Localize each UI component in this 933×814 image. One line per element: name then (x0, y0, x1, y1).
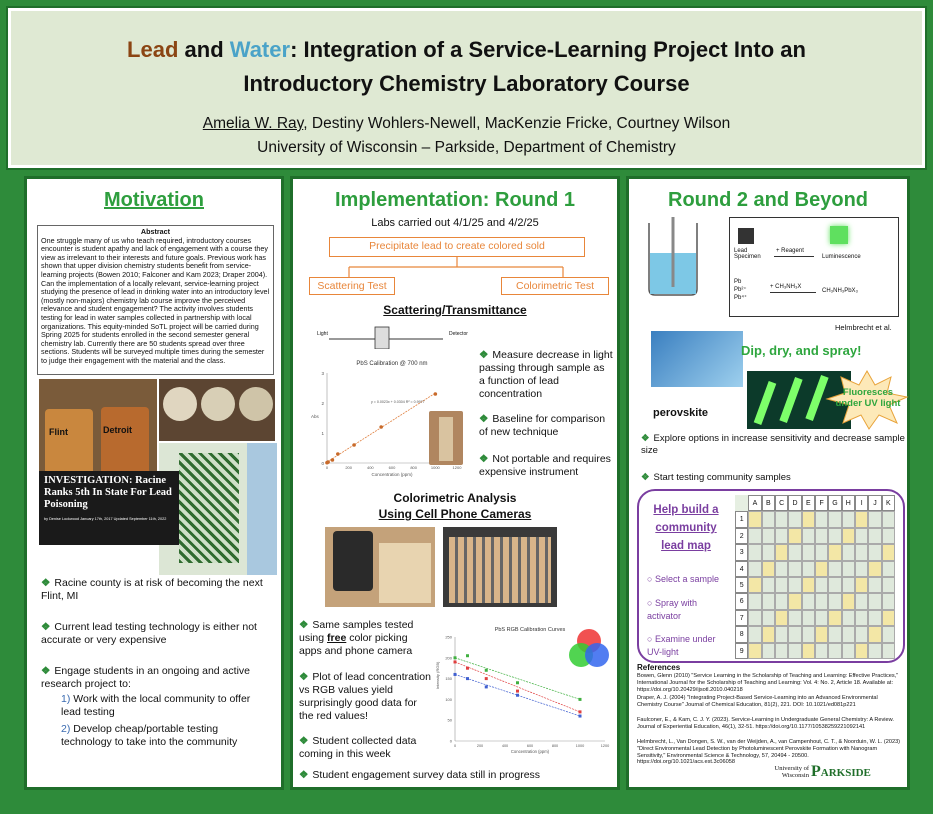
grid-cell[interactable] (828, 577, 841, 593)
sub-2-num: 2) (61, 723, 71, 735)
reference-4: Helmbrecht, L., Van Dongen, S. W., van der Weijden, A., van Campenhout, C. T., & Noorduin, W. L. (2023) "Direct Environmental Lead Detection by Photoluminescent Perovskite Formation with Nanogram Sensitivity," Environmental Science & Technology, 57, 20494 - 20500. https://doi.org/10.1021/acs.est.3c06058 (637, 739, 901, 766)
arrow-1 (774, 256, 814, 257)
chart2-ylabel: Intensity (RGB) (435, 661, 440, 689)
grid-cell[interactable] (842, 528, 855, 544)
chart2-trendline-red (455, 662, 580, 712)
grid-cell[interactable] (762, 528, 775, 544)
map-step-2: ○ Spray with activator (647, 598, 697, 621)
grid-cell[interactable] (815, 593, 828, 609)
chart1-xlabel: Concentration (ppm) (371, 472, 413, 477)
map-step-3-text: Examine under UV-light (647, 634, 716, 657)
grid-cell[interactable] (842, 561, 855, 577)
grid-cell[interactable] (788, 643, 801, 659)
color-bullet-2: ❖ Plot of lead concentration vs RGB values yield surprisingly good data for the red values! (299, 671, 431, 722)
round2-bullet-2-text: Start testing community samples (653, 472, 791, 483)
news-card[interactable] (39, 471, 179, 545)
grid-cell[interactable] (855, 528, 868, 544)
map-step-2-text: Spray with activator (647, 598, 697, 621)
chart2-ytick: 100 (445, 696, 452, 702)
phone-camera-photo (325, 527, 435, 607)
grid-cell[interactable] (748, 610, 761, 626)
chart2-xtick: 400 (501, 744, 509, 748)
map-pattern (179, 453, 239, 563)
grid-cell[interactable] (868, 511, 881, 527)
title-rest-1: : Integration of a Service-Learning Project Into an (290, 37, 806, 62)
chart1-point (331, 458, 335, 462)
implementation-panel (290, 176, 620, 790)
grid-cell[interactable] (868, 577, 881, 593)
color-bullet-1-pre: Same samples tested using (299, 619, 414, 644)
jars-photo (39, 379, 157, 479)
round2-panel (626, 176, 910, 790)
dip-dry-spray: Dip, dry, and spray! (741, 343, 862, 358)
grid-row-7: 7 (735, 610, 748, 626)
chart1-xtick: 1000 (430, 465, 440, 470)
scatter-bullet-3-text: Not portable and requires expensive instrument (479, 453, 611, 478)
chart1-ylabel: Abs (311, 414, 319, 419)
grid-cell[interactable] (855, 593, 868, 609)
chart1-ytick: 3 (321, 371, 324, 376)
chart2-xtick: 800 (551, 744, 559, 748)
grid-cell[interactable] (788, 561, 801, 577)
grid-cell[interactable] (788, 544, 801, 560)
fluoresces-label: Fluoresces under UV light (835, 387, 901, 409)
pb-ions-label: Pb Pb²⁺ Pb⁴⁺ (734, 279, 748, 301)
grid-cell[interactable] (815, 577, 828, 593)
chart2-xtick: 1000 (575, 744, 585, 748)
grid-cell[interactable] (828, 643, 841, 659)
chart2-xlabel: Concentration (ppm) (510, 749, 550, 754)
motivation-sub-1 (61, 693, 271, 719)
luminescence-label: Luminescence (822, 254, 861, 260)
chart1-xtick: 1200 (452, 465, 462, 470)
grid-cell[interactable] (868, 610, 881, 626)
color-bullet-3-text: Student collected data coming in this week (299, 735, 417, 760)
sub-1-num: 1) (61, 693, 71, 705)
scatter-bullet-1-text: Measure decrease in light passing through sample as a function of lead concentration (479, 349, 613, 400)
grid-row-2: 2 (735, 528, 748, 544)
grid-cell[interactable] (815, 528, 828, 544)
grid-cell[interactable] (855, 561, 868, 577)
grid-cell[interactable] (882, 561, 895, 577)
reference-1: Bowen, Glenn (2010) "Service Learning in the Scholarship of Teaching and Learning: Effective Practices," International Journal for the Scholarship of Teaching and Learning: Vol. 4: No. 2, Article 18. Available at: https://doi.org/10.20429/ijsotl.2010.040218 (637, 673, 899, 693)
grid-cell[interactable] (748, 544, 761, 560)
grid-cell[interactable] (882, 577, 895, 593)
lead-specimen-icon (738, 228, 754, 244)
grid-cell[interactable] (855, 577, 868, 593)
grid-cell[interactable] (788, 626, 801, 642)
affiliation: University of Wisconsin – Parkside, Department of Chemistry (257, 139, 676, 156)
grid-cell[interactable] (815, 626, 828, 642)
grid-cell[interactable] (775, 511, 788, 527)
sub-1-text: Work with the local community to offer lead testing (61, 693, 251, 718)
grid-cell[interactable] (762, 544, 775, 560)
grid-cell[interactable] (762, 577, 775, 593)
grid-cell[interactable] (802, 528, 815, 544)
grid-cell[interactable] (802, 593, 815, 609)
grid-cell[interactable] (882, 593, 895, 609)
filter-2 (201, 387, 235, 421)
motivation-bullet-2-text: Current lead testing technology is either not accurate or very expensive (41, 621, 257, 646)
grid-col-A: A (748, 495, 761, 511)
grid-cell[interactable] (828, 511, 841, 527)
grid-cell[interactable] (748, 511, 761, 527)
grid-cell[interactable] (762, 511, 775, 527)
abstract-box (37, 225, 274, 375)
chart2-point-blue (579, 715, 582, 718)
poster-header (8, 8, 925, 168)
scattering-test-box: Scattering Test (309, 277, 395, 295)
colorimetric-heading-1: Colorimetric Analysis (393, 491, 517, 505)
chart2-point-blue (485, 685, 488, 688)
grid-cell[interactable] (815, 544, 828, 560)
grid-cell[interactable] (762, 610, 775, 626)
flow-connector (293, 257, 623, 279)
chart2-point-green (454, 656, 457, 659)
chart2-xtick: 1200 (600, 744, 610, 748)
grid-cell[interactable] (762, 593, 775, 609)
grid-cell[interactable] (868, 561, 881, 577)
grid-cell[interactable] (868, 528, 881, 544)
grid-cell[interactable] (828, 610, 841, 626)
phone (333, 531, 373, 591)
chart2-title: PbS RGB Calibration Curves (494, 627, 566, 633)
chart2-point-red (466, 667, 469, 670)
beaker-icon (643, 217, 703, 297)
chart1-ytick: 0 (321, 461, 324, 466)
grid-cell[interactable] (882, 610, 895, 626)
grid-cell[interactable] (855, 511, 868, 527)
grid-cell[interactable] (788, 511, 801, 527)
implementation-title: Implementation: Round 1 (335, 189, 575, 211)
grid-cell[interactable] (828, 544, 841, 560)
map-step-3: ○ Examine under UV-light (647, 634, 716, 657)
grid-col-J: J (868, 495, 881, 511)
round2-title: Round 2 and Beyond (668, 189, 868, 211)
grid-col-E: E (802, 495, 815, 511)
color-bullet-4-text: Student engagement survey data still in progress (312, 769, 541, 781)
cuvette-sample (439, 417, 453, 461)
chart2-point-red (454, 660, 457, 663)
chart2-xtick: 600 (526, 744, 534, 748)
chart1-xtick: 800 (410, 465, 418, 470)
chart1-fit-label: y = 0.0023x + 0.0304 R² = 0.9977 (371, 400, 425, 404)
author-main: Amelia W. Ray (202, 115, 304, 132)
grid-cell[interactable] (882, 511, 895, 527)
lead-specimen-label: Lead Specimen (734, 248, 761, 260)
logo-small-text: University of Wisconsin (774, 765, 809, 779)
grid-cell[interactable] (748, 626, 761, 642)
chart1-point (379, 425, 383, 429)
community-grid-map[interactable] (735, 495, 895, 659)
grid-cell[interactable] (748, 577, 761, 593)
grid-cell[interactable] (748, 528, 761, 544)
chart2-point-green (466, 654, 469, 657)
grid-col-C: C (775, 495, 788, 511)
motivation-bullet-2: ❖ Current lead testing technology is either not accurate or very expensive (41, 621, 257, 646)
grid-col-I: I (855, 495, 868, 511)
filters-photo (159, 379, 275, 441)
chart2-xtick: 200 (476, 744, 484, 748)
chart2-ytick: 200 (445, 655, 452, 661)
chart1-ytick: 1 (321, 431, 324, 436)
grid-cell[interactable] (775, 577, 788, 593)
grid-cell[interactable] (775, 544, 788, 560)
round2-bullet-1-text: Explore options in increase sensitivity and decrease sample size (641, 433, 905, 456)
abstract-heading: Abstract (140, 227, 171, 236)
grid-cell[interactable] (802, 561, 815, 577)
rgb-color-wheel (565, 625, 613, 673)
light-path-diagram (313, 325, 463, 349)
chart1-point (326, 460, 330, 464)
color-bullet-4: ❖ Student engagement survey data still in progress (299, 769, 541, 781)
authors (11, 115, 922, 133)
grid-cell[interactable] (882, 626, 895, 642)
title-rest-2: Introductory Chemistry Laboratory Course (243, 71, 690, 96)
luminescence-icon (830, 226, 848, 244)
grid-cell[interactable] (748, 643, 761, 659)
grid-cell[interactable] (868, 544, 881, 560)
poster-title (11, 33, 922, 101)
chart2-point-red (516, 690, 519, 693)
chart1-point (434, 392, 438, 396)
grid-row-8: 8 (735, 626, 748, 642)
color-bullet-2-text: Plot of lead concentration vs RGB values yield surprisingly good data for the red values! (299, 671, 431, 722)
grid-cell[interactable] (788, 577, 801, 593)
chart2-point-green (485, 669, 488, 672)
map-step-1: ○ Select a sample (647, 574, 719, 584)
title-word-water: Water (229, 37, 291, 62)
diagram-detector-label: Detector (449, 331, 468, 337)
grid-col-G: G (828, 495, 841, 511)
chart1-ytick: 2 (321, 401, 324, 406)
grid-col-H: H (842, 495, 855, 511)
grid-cell[interactable] (882, 544, 895, 560)
grid-cell[interactable] (815, 610, 828, 626)
chart2-xtick: 0 (453, 744, 457, 748)
lab-dates: Labs carried out 4/1/25 and 4/2/25 (371, 217, 539, 229)
grid-cell[interactable] (842, 593, 855, 609)
grid-cell[interactable] (775, 643, 788, 659)
grid-cell[interactable] (882, 643, 895, 659)
filter-3 (239, 387, 273, 421)
references-title: References (637, 663, 681, 672)
motivation-sub-2 (61, 723, 271, 749)
chart2-point-green (516, 681, 519, 684)
chart2-point-blue (454, 673, 457, 676)
grid-cell[interactable] (855, 626, 868, 642)
chart1-xtick: 400 (366, 465, 374, 470)
grid-row-3: 3 (735, 544, 748, 560)
jar-label-flint: Flint (49, 427, 68, 437)
motivation-bullet-3: ❖ Engage students in an ongoing and active research project to: (41, 665, 250, 690)
grid-cell[interactable] (815, 511, 828, 527)
grid-cell[interactable] (775, 528, 788, 544)
colorimetric-heading-2: Using Cell Phone Cameras (378, 507, 532, 521)
tube-rack (449, 537, 551, 603)
title-word-lead: Lead (127, 37, 179, 62)
grid-cell[interactable] (775, 626, 788, 642)
motivation-bullet-3-text: Engage students in an ongoing and active research project to: (41, 665, 250, 690)
jar-flint (45, 409, 93, 475)
chart2-point-green (579, 698, 582, 701)
jar-label-detroit: Detroit (103, 425, 132, 435)
reference-2: Draper, A. J. (2004) "Integrating Project-Based Service-Learning into an Advanced Environmental Chemistry Course" Journal of Chemical Education, 81(2), 221. DOI: 10.1021/ed081p221 (637, 695, 878, 708)
abstract-text: One struggle many of us who teach required, introductory courses encounter is student apathy and lack of engagement with a course they view as irrelevant to their interests and future goals. Previous work has shown that upper division chemistry students benefit from service-learning projects (Bowen 2010; Falconer and Kam 2023; Draper 2004). Can the implementation of a locally relevant, service-learning project studying the presence of lead in drinking water into an introductory level (mostly non-majors) chemistry lab course improve the perceived relevance and student engagement? The activity involves students testing for lead in water samples collected in partnership with local organizations. This equity-minded SoTL project will be carried during Spring 2025 for students enrolled in the second semester general chemistry lab. Currently there are 50 students spread over three sections. Students will be surveyed multiple times during the semester to judge their engagement with the material and the class. (41, 235, 270, 365)
motivation-bullet-1-text: Racine county is at risk of becoming the next Flint, MI (41, 577, 263, 602)
grid-cell[interactable] (802, 511, 815, 527)
chart1-point (352, 443, 356, 447)
scatter-bullet-2: ❖ Baseline for comparison of new technique (479, 413, 606, 438)
cuvette-photo (429, 411, 463, 465)
grid-cell[interactable] (842, 544, 855, 560)
grid-cell[interactable] (775, 593, 788, 609)
grid-cell[interactable] (868, 593, 881, 609)
chart2-ytick: 250 (445, 634, 452, 640)
jar-detroit (101, 407, 149, 475)
motivation-panel (24, 176, 284, 790)
color-bullet-1: ❖ Same samples tested using free color picking apps and phone camera (299, 619, 414, 657)
sample-box (379, 543, 431, 603)
test-tubes-photo (443, 527, 557, 607)
ch3nh3x-label: + CH₃NH₃X (770, 284, 802, 290)
glove-photo (651, 331, 743, 387)
scatter-bullet-1: ❖ Measure decrease in light passing through sample as a function of lead concentration (479, 349, 613, 400)
grid-cell[interactable] (762, 626, 775, 642)
round2-bullet-2: ❖ Start testing community samples (641, 472, 791, 483)
grid-row-1: 1 (735, 511, 748, 527)
grid-cell[interactable] (775, 610, 788, 626)
chart2-ytick: 0 (449, 738, 452, 744)
authors-rest: , Destiny Wohlers-Newell, MacKenzie Fricke, Courtney Wilson (303, 115, 731, 132)
precipitate-box: Precipitate lead to create colored sold (329, 237, 585, 257)
grid-cell[interactable] (802, 577, 815, 593)
free-word: free (327, 632, 347, 644)
grid-cell[interactable] (828, 528, 841, 544)
colorimetric-test-box: Colorimetric Test (501, 277, 609, 295)
reference-3: Faulconer, E., & Kam, C. J. Y. (2023). Service-Learning in Undergraduate General Chemistry: A Review. Journal of Experiential Education, 46(1), 32-51. https://doi.org/10.1177/10538259221092141 (637, 717, 894, 730)
grid-cell[interactable] (842, 610, 855, 626)
lead-map-card (637, 489, 905, 663)
grid-cell[interactable] (788, 593, 801, 609)
chart1-title: PbS Calibration @ 700 nm (356, 361, 428, 367)
map-step-1-text: Select a sample (654, 574, 719, 584)
grid-cell[interactable] (868, 626, 881, 642)
motivation-title: Motivation (104, 189, 204, 211)
color-bullet-3: ❖ Student collected data coming in this week (299, 735, 417, 760)
scatter-bullet-3: ❖ Not portable and requires expensive instrument (479, 453, 611, 478)
grid-cell[interactable] (788, 610, 801, 626)
grid-col-B: B (762, 495, 775, 511)
grid-cell[interactable] (842, 643, 855, 659)
grid-cell[interactable] (855, 610, 868, 626)
scattering-heading: Scattering/Transmittance (383, 303, 527, 317)
map-lake (247, 443, 277, 575)
grid-cell[interactable] (762, 643, 775, 659)
logo-parkside: Parkside (811, 763, 871, 780)
grid-col-F: F (815, 495, 828, 511)
grid-cell[interactable] (855, 544, 868, 560)
grid-cell[interactable] (828, 626, 841, 642)
grid-cell[interactable] (762, 561, 775, 577)
color-bullet-1-post: color picking apps and phone camera (299, 632, 413, 657)
grid-row-9: 9 (735, 643, 748, 659)
diagram-light-label: Light (317, 331, 328, 337)
grid-col-K: K (882, 495, 895, 511)
product-label: CH₃NH₃PbX₃ (822, 288, 859, 294)
grid-cell[interactable] (775, 561, 788, 577)
perovskite-label: perovskite (653, 407, 709, 419)
chart2-point-blue (466, 677, 469, 680)
grid-cell[interactable] (855, 643, 868, 659)
sub-2-text: Develop cheap/portable testing technology to take into the community (61, 723, 238, 748)
chart2-point-red (485, 677, 488, 680)
grid-cell[interactable] (802, 643, 815, 659)
grid-cell[interactable] (802, 626, 815, 642)
grid-cell[interactable] (828, 561, 841, 577)
strip-1 (754, 381, 777, 425)
news-title: INVESTIGATION: Racine Ranks 5th In State For Lead Poisoning (44, 475, 172, 510)
strip-2 (779, 377, 802, 423)
news-byline: by Denise Lockwood January 17th, 2017 Updated September 11th, 2022 (44, 517, 167, 521)
grid-col-D: D (788, 495, 801, 511)
grid-cell[interactable] (748, 593, 761, 609)
chart1-xtick: 600 (388, 465, 396, 470)
reagent-label: + Reagent (776, 248, 804, 254)
motivation-bullet-1: ❖ Racine county is at risk of becoming the next Flint, MI (41, 577, 263, 602)
title-and: and (178, 37, 230, 62)
grid-cell[interactable] (842, 511, 855, 527)
grid-cell[interactable] (815, 561, 828, 577)
chart2-point-red (579, 710, 582, 713)
scatter-bullet-2-text: Baseline for comparison of new technique (479, 413, 606, 438)
chart1-xtick: 0 (325, 465, 329, 470)
chart1-point (336, 452, 340, 456)
grid-cell[interactable] (748, 561, 761, 577)
grid-cell[interactable] (882, 528, 895, 544)
chart2-ytick: 150 (445, 676, 452, 682)
grid-cell[interactable] (788, 528, 801, 544)
grid-cell[interactable] (802, 610, 815, 626)
grid-row-6: 6 (735, 593, 748, 609)
round2-bullet-1: ❖ Explore options in increase sensitivity and decrease sample size (641, 433, 905, 456)
chart2-ytick: 50 (447, 717, 452, 723)
grid-cell[interactable] (868, 643, 881, 659)
lead-map-title: Help build a community lead map (653, 504, 719, 552)
chart2-trendline-green (455, 658, 580, 700)
grid-row-4: 4 (735, 561, 748, 577)
reaction-scheme (729, 217, 899, 317)
scheme-citation: Helmbrecht et al. (835, 323, 892, 332)
grid-cell[interactable] (842, 577, 855, 593)
chart2-point-blue (516, 694, 519, 697)
arrow-2 (770, 292, 816, 293)
chart1-xtick: 200 (345, 465, 353, 470)
grid-row-5: 5 (735, 577, 748, 593)
grid-cell[interactable] (842, 626, 855, 642)
grid-cell[interactable] (815, 643, 828, 659)
grid-cell[interactable] (802, 544, 815, 560)
grid-cell[interactable] (828, 593, 841, 609)
filter-1 (163, 387, 197, 421)
